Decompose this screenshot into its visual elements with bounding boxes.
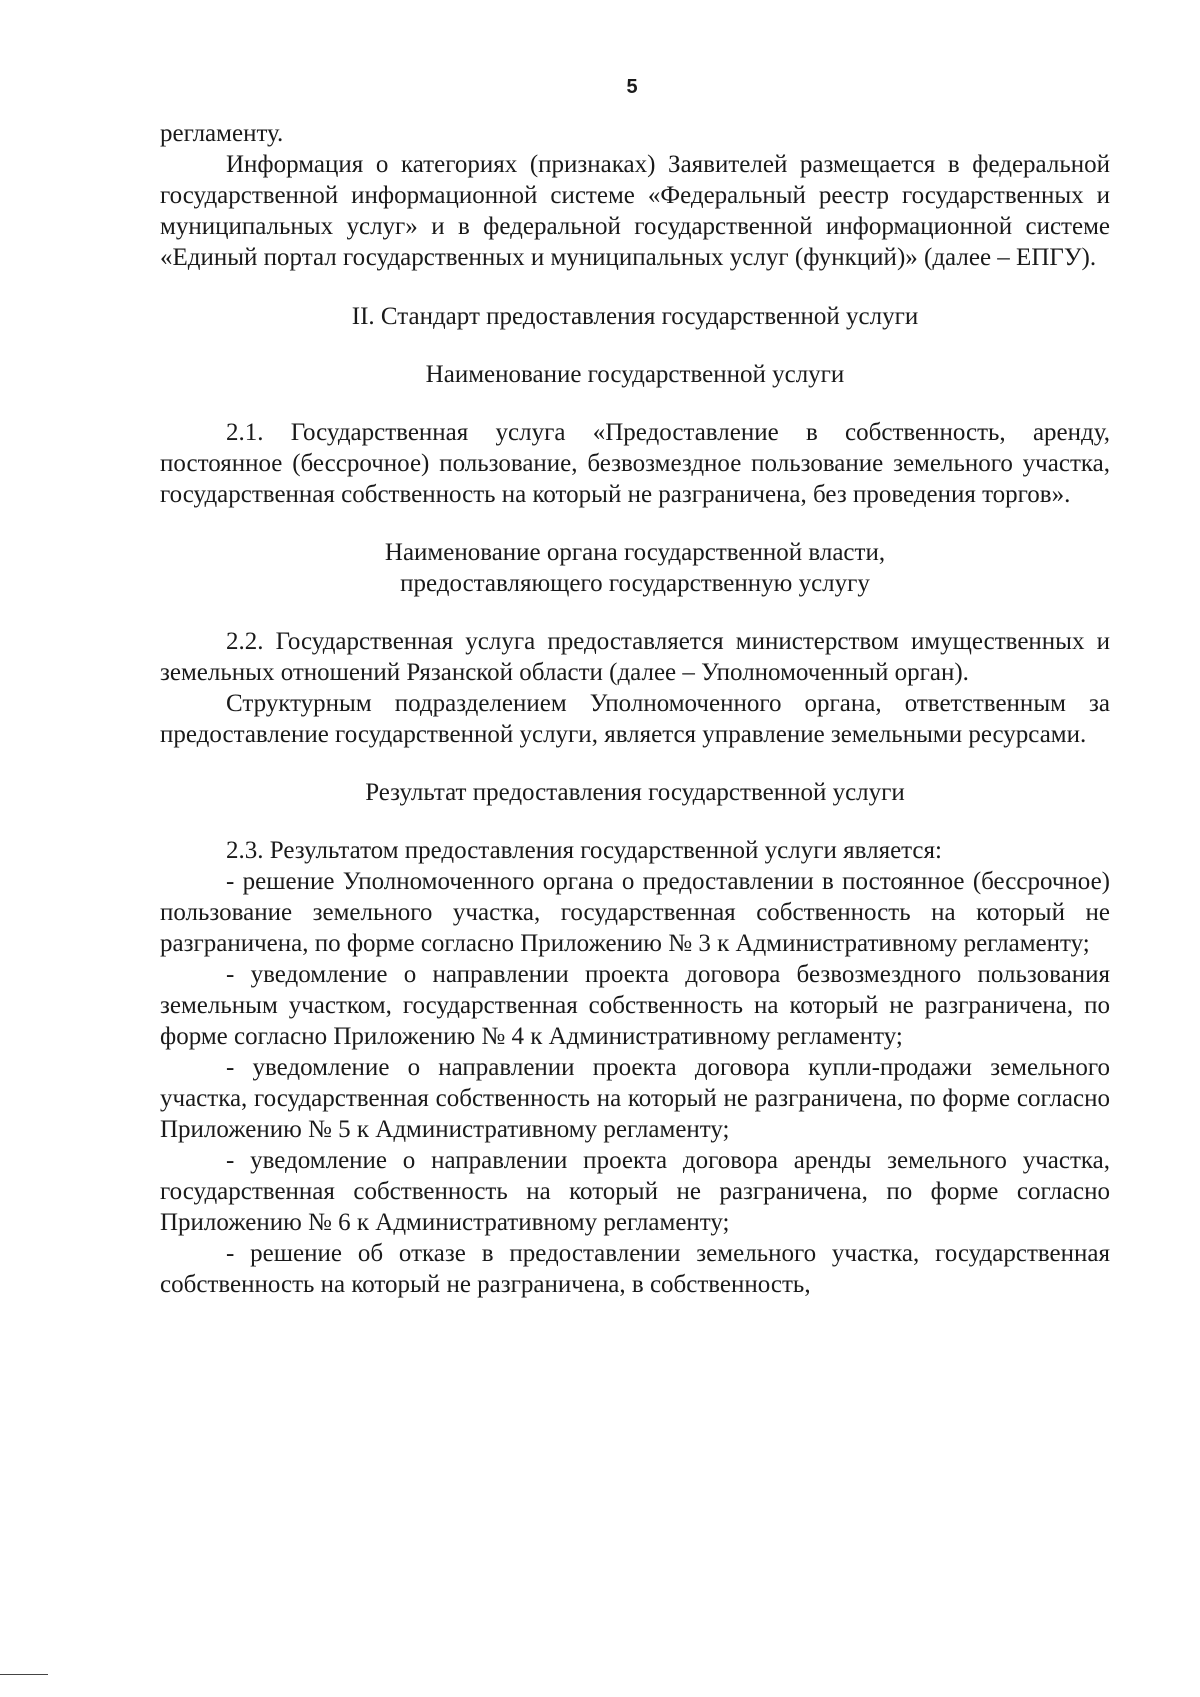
subheading-result: Результат предоставления государственной услуги xyxy=(365,779,905,806)
paragraph-2-1: 2.1. Государственная услуга «Предоставление в собственность, аренду, постоянное (бессрочное) пользование, безвозмездное пользование земельного участка, государственная собственность на который не разграничена, без проведения торгов». xyxy=(160,419,1110,508)
list-item: - уведомление о направлении проекта договора безвозмездного пользования земельным участком, государственная собственность на который не разграничена, по форме согласно Приложению № 4 к Административному регламенту; xyxy=(160,961,1110,1050)
paragraph-structural-unit: Структурным подразделением Уполномоченного органа, ответственным за предоставление государственной услуги, является управление земельными ресурсами. xyxy=(160,690,1110,748)
page-number: 5 xyxy=(626,76,638,98)
paragraph-applicant-info: Информация о категориях (признаках) Заявителей размещается в федеральной государственной информационной системе «Федеральный реестр государственных и муниципальных услуг» и в федеральной государственной информационной системе «Единый портал государственных и муниципальных услуг (функций)» (далее – ЕПГУ). xyxy=(160,151,1110,271)
subheading-authority-line-2: предоставляющего государственную услугу xyxy=(400,570,870,597)
list-item: - уведомление о направлении проекта договора аренды земельного участка, государственная собственность на который не разграничена, по форме согласно Приложению № 6 к Административному регламенту; xyxy=(160,1147,1110,1236)
document-body xyxy=(160,118,1110,1300)
paragraph-2-2: 2.2. Государственная услуга предоставляется министерством имущественных и земельных отношений Рязанской области (далее – Уполномоченный орган). xyxy=(160,628,1110,686)
list-item: - уведомление о направлении проекта договора купли-продажи земельного участка, государственная собственность на который не разграничена, по форме согласно Приложению № 5 к Административному регламенту; xyxy=(160,1054,1110,1143)
paragraph-2-3: 2.3. Результатом предоставления государственной услуги является: xyxy=(226,837,942,864)
subheading-service-name: Наименование государственной услуги xyxy=(425,361,845,388)
subheading-authority-line-1: Наименование органа государственной власти, xyxy=(384,539,886,566)
list-item: - решение Уполномоченного органа о предоставлении в постоянное (бессрочное) пользование земельного участка, государственная собственность на который не разграничена, по форме согласно Приложению № 3 к Административному регламенту; xyxy=(160,868,1110,957)
footer-rule xyxy=(0,1674,48,1675)
paragraph-continuation: регламенту. xyxy=(160,120,284,147)
list-item: - решение об отказе в предоставлении земельного участка, государственная собственность на который не разграничена, в собственность, xyxy=(160,1240,1110,1298)
section-heading: II. Стандарт предоставления государственной услуги xyxy=(351,303,919,330)
subheading-authority xyxy=(160,537,1110,599)
